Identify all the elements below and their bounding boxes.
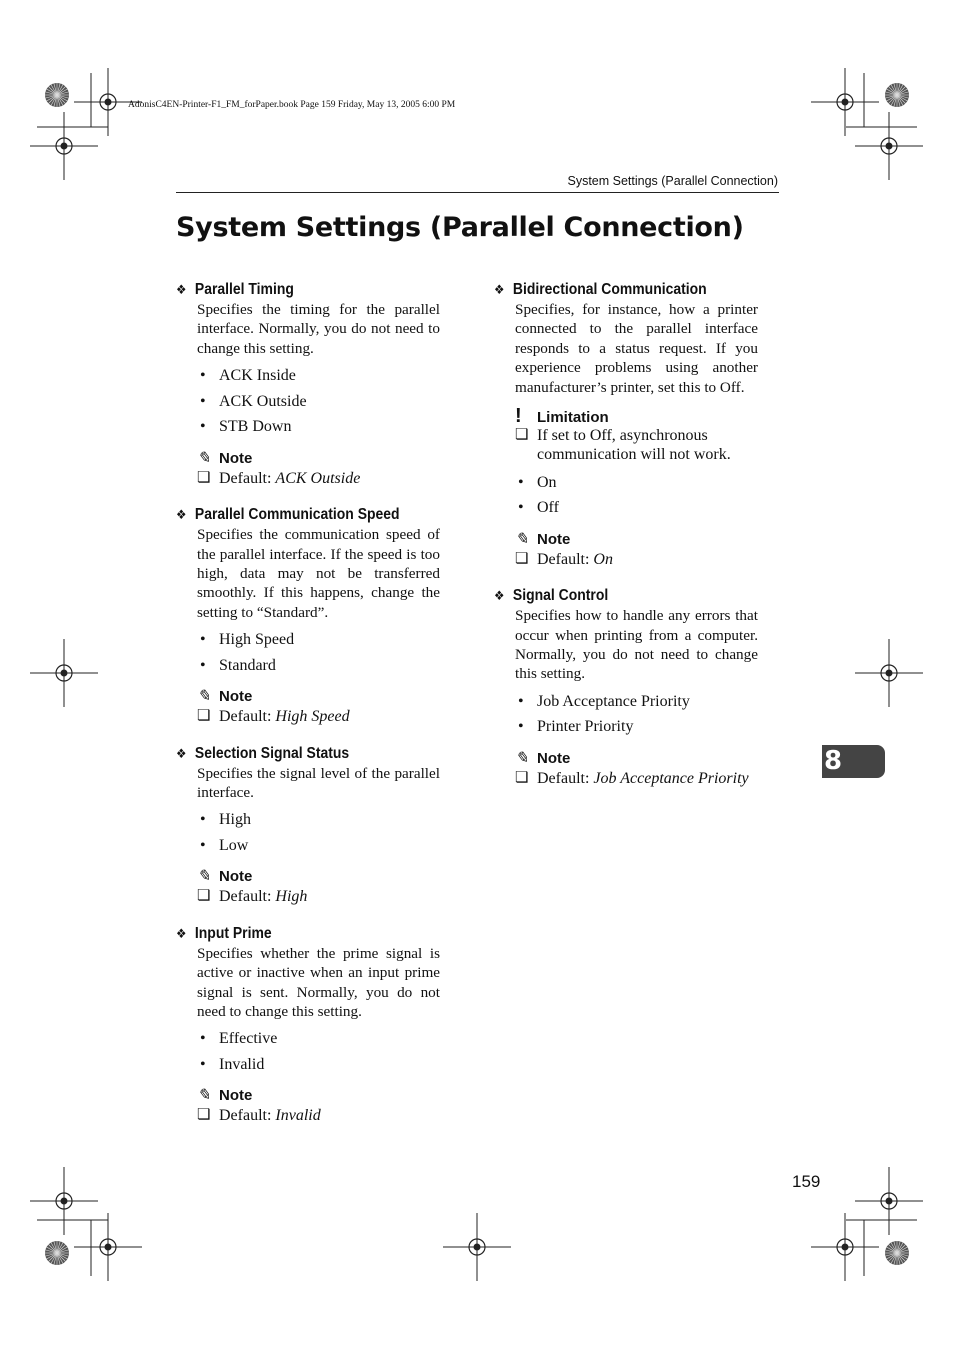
pencil-note-icon: ✎ xyxy=(197,868,211,886)
list-item: • Off xyxy=(515,495,758,521)
section-heading-text: Input Prime xyxy=(194,924,272,942)
option-list xyxy=(197,1026,440,1077)
pencil-note-icon: ✎ xyxy=(197,449,211,467)
note-default xyxy=(197,1106,440,1125)
registration-dot xyxy=(886,143,893,150)
checkbox-icon: ❏ xyxy=(197,1107,211,1124)
note-label: Note xyxy=(219,868,253,886)
option-list xyxy=(197,363,440,440)
section-description: Specifies, for instance, how a printer connected to the parallel interface responds to a status request. If you experience problems using another manufacturer’s printer, set this to Off. xyxy=(515,301,758,396)
section-description: Specifies how to handle any errors that occur when printing from a computer. Normally, you do not need to change this setting. xyxy=(515,607,758,683)
list-item: • Job Acceptance Priority xyxy=(515,689,758,715)
setting-section xyxy=(176,743,440,907)
section-description: Specifies whether the prime signal is active or inactive when an input prime signal is sent. Normally, you do not need to change this setting. xyxy=(197,944,440,1020)
note-default xyxy=(197,469,440,488)
pencil-note-icon: ✎ xyxy=(197,1087,211,1105)
section-heading xyxy=(176,504,414,525)
note-heading xyxy=(197,1086,440,1106)
note-label: Note xyxy=(219,449,253,467)
diamond-bullet-icon: ❖ xyxy=(494,588,505,604)
section-heading xyxy=(494,279,732,300)
note-default-value: Invalid xyxy=(275,1107,321,1125)
page-number: 159 xyxy=(792,1172,821,1191)
list-item: • Low xyxy=(197,833,440,859)
setting-section xyxy=(176,504,440,726)
option-list xyxy=(515,470,758,521)
limitation-item xyxy=(515,426,758,465)
registration-dot xyxy=(842,99,849,106)
list-item: • Standard xyxy=(197,653,440,679)
registration-dot xyxy=(886,670,893,677)
limitation-heading xyxy=(515,406,758,426)
section-heading-text: Parallel Communication Speed xyxy=(194,506,400,524)
diamond-bullet-icon: ❖ xyxy=(176,925,187,941)
note-default xyxy=(197,887,440,906)
option-list xyxy=(197,807,440,858)
note-default xyxy=(197,707,440,726)
registration-dot xyxy=(474,1244,481,1251)
section-body xyxy=(515,606,758,788)
note-label: Note xyxy=(537,530,571,548)
note-default-value: High xyxy=(275,888,308,906)
registration-dot xyxy=(61,143,68,150)
note-heading xyxy=(515,749,758,769)
diamond-bullet-icon: ❖ xyxy=(176,282,187,297)
list-item: • High Speed xyxy=(197,627,440,653)
list-item: • Invalid xyxy=(197,1052,440,1078)
note-default xyxy=(515,550,758,569)
note-default-value: Job Acceptance Priority xyxy=(593,769,749,787)
checkbox-icon: ❏ xyxy=(197,888,211,905)
pencil-note-icon: ✎ xyxy=(197,688,211,706)
option-list xyxy=(197,627,440,678)
right-column xyxy=(494,279,758,804)
note-heading xyxy=(197,687,440,707)
diamond-bullet-icon: ❖ xyxy=(176,745,187,761)
section-body xyxy=(197,764,440,907)
note-heading xyxy=(197,449,440,469)
note-default-prefix: Default: xyxy=(537,550,594,568)
registration-dot xyxy=(61,670,68,677)
limitation-label: Limitation xyxy=(537,409,609,427)
registration-dot xyxy=(105,99,112,106)
setting-section xyxy=(494,279,758,569)
note-label: Note xyxy=(219,688,253,706)
note-default-prefix: Default: xyxy=(219,469,276,487)
checkbox-icon: ❏ xyxy=(515,550,529,567)
checkbox-icon: ❏ xyxy=(197,469,211,486)
setting-section xyxy=(494,585,758,788)
section-body xyxy=(197,944,440,1126)
section-heading-text: Signal Control xyxy=(512,587,609,605)
list-item: • Printer Priority xyxy=(515,714,758,740)
pencil-note-icon: ✎ xyxy=(515,530,529,548)
section-heading-text: Selection Signal Status xyxy=(194,744,350,762)
checkbox-icon: ❏ xyxy=(197,708,211,725)
section-heading-text: Parallel Timing xyxy=(194,281,294,298)
section-body xyxy=(515,300,758,569)
setting-section xyxy=(176,923,440,1126)
note-default xyxy=(515,769,758,788)
section-heading xyxy=(176,743,414,764)
pencil-note-icon: ✎ xyxy=(515,749,529,767)
note-default-value: High Speed xyxy=(275,708,350,726)
registration-dot xyxy=(842,1244,849,1251)
section-body xyxy=(197,525,440,726)
registration-dot xyxy=(886,1198,893,1205)
list-item: • High xyxy=(197,807,440,833)
list-item: • On xyxy=(515,470,758,496)
checkbox-icon: ❏ xyxy=(515,769,529,786)
list-item: • STB Down xyxy=(197,414,440,440)
note-heading xyxy=(515,530,758,550)
limitation-text: If set to Off, asynchronous communication will not work. xyxy=(537,427,731,464)
section-description: Specifies the signal level of the parallel interface. xyxy=(197,764,440,801)
list-item: • ACK Outside xyxy=(197,389,440,415)
list-item: • Effective xyxy=(197,1026,440,1052)
section-heading xyxy=(494,585,732,606)
chapter-tab xyxy=(822,745,885,778)
diamond-bullet-icon: ❖ xyxy=(494,282,505,297)
note-label: Note xyxy=(219,1087,253,1105)
note-default-prefix: Default: xyxy=(219,888,276,906)
note-default-value: ACK Outside xyxy=(275,469,361,487)
left-column xyxy=(176,279,440,1142)
note-default-prefix: Default: xyxy=(219,1107,276,1125)
chapter-number: 8 xyxy=(824,746,843,776)
note-default-value: On xyxy=(593,550,613,568)
registration-dot xyxy=(105,1244,112,1251)
note-label: Note xyxy=(537,749,571,767)
option-list xyxy=(515,689,758,740)
section-description: Specifies the timing for the parallel interface. Normally, you do not need to change this setting. xyxy=(197,301,440,357)
section-heading-text: Bidirectional Communication xyxy=(512,281,707,298)
note-default-prefix: Default: xyxy=(537,769,594,787)
book-info-line: AdonisC4EN-Printer-F1_FM_forPaper.book Page 159 Friday, May 13, 2005 6:00 PM xyxy=(128,100,456,110)
section-heading xyxy=(176,279,414,300)
header-rule xyxy=(176,192,779,193)
registration-dot xyxy=(61,1198,68,1205)
diamond-bullet-icon: ❖ xyxy=(176,507,187,523)
page-title: System Settings (Parallel Connection) xyxy=(176,212,744,243)
note-default-prefix: Default: xyxy=(219,708,276,726)
setting-section xyxy=(176,279,440,488)
exclamation-icon: ! xyxy=(515,405,522,428)
list-item: • ACK Inside xyxy=(197,363,440,389)
section-body xyxy=(197,300,440,488)
section-description: Specifies the communication speed of the parallel interface. If the speed is too high, data may not be transferred smoothly. If this happens, change the setting to “Standard”. xyxy=(197,526,440,621)
note-heading xyxy=(197,867,440,887)
checkbox-icon: ❏ xyxy=(515,427,529,444)
running-header: System Settings (Parallel Connection) xyxy=(567,174,778,188)
section-heading xyxy=(176,923,414,944)
